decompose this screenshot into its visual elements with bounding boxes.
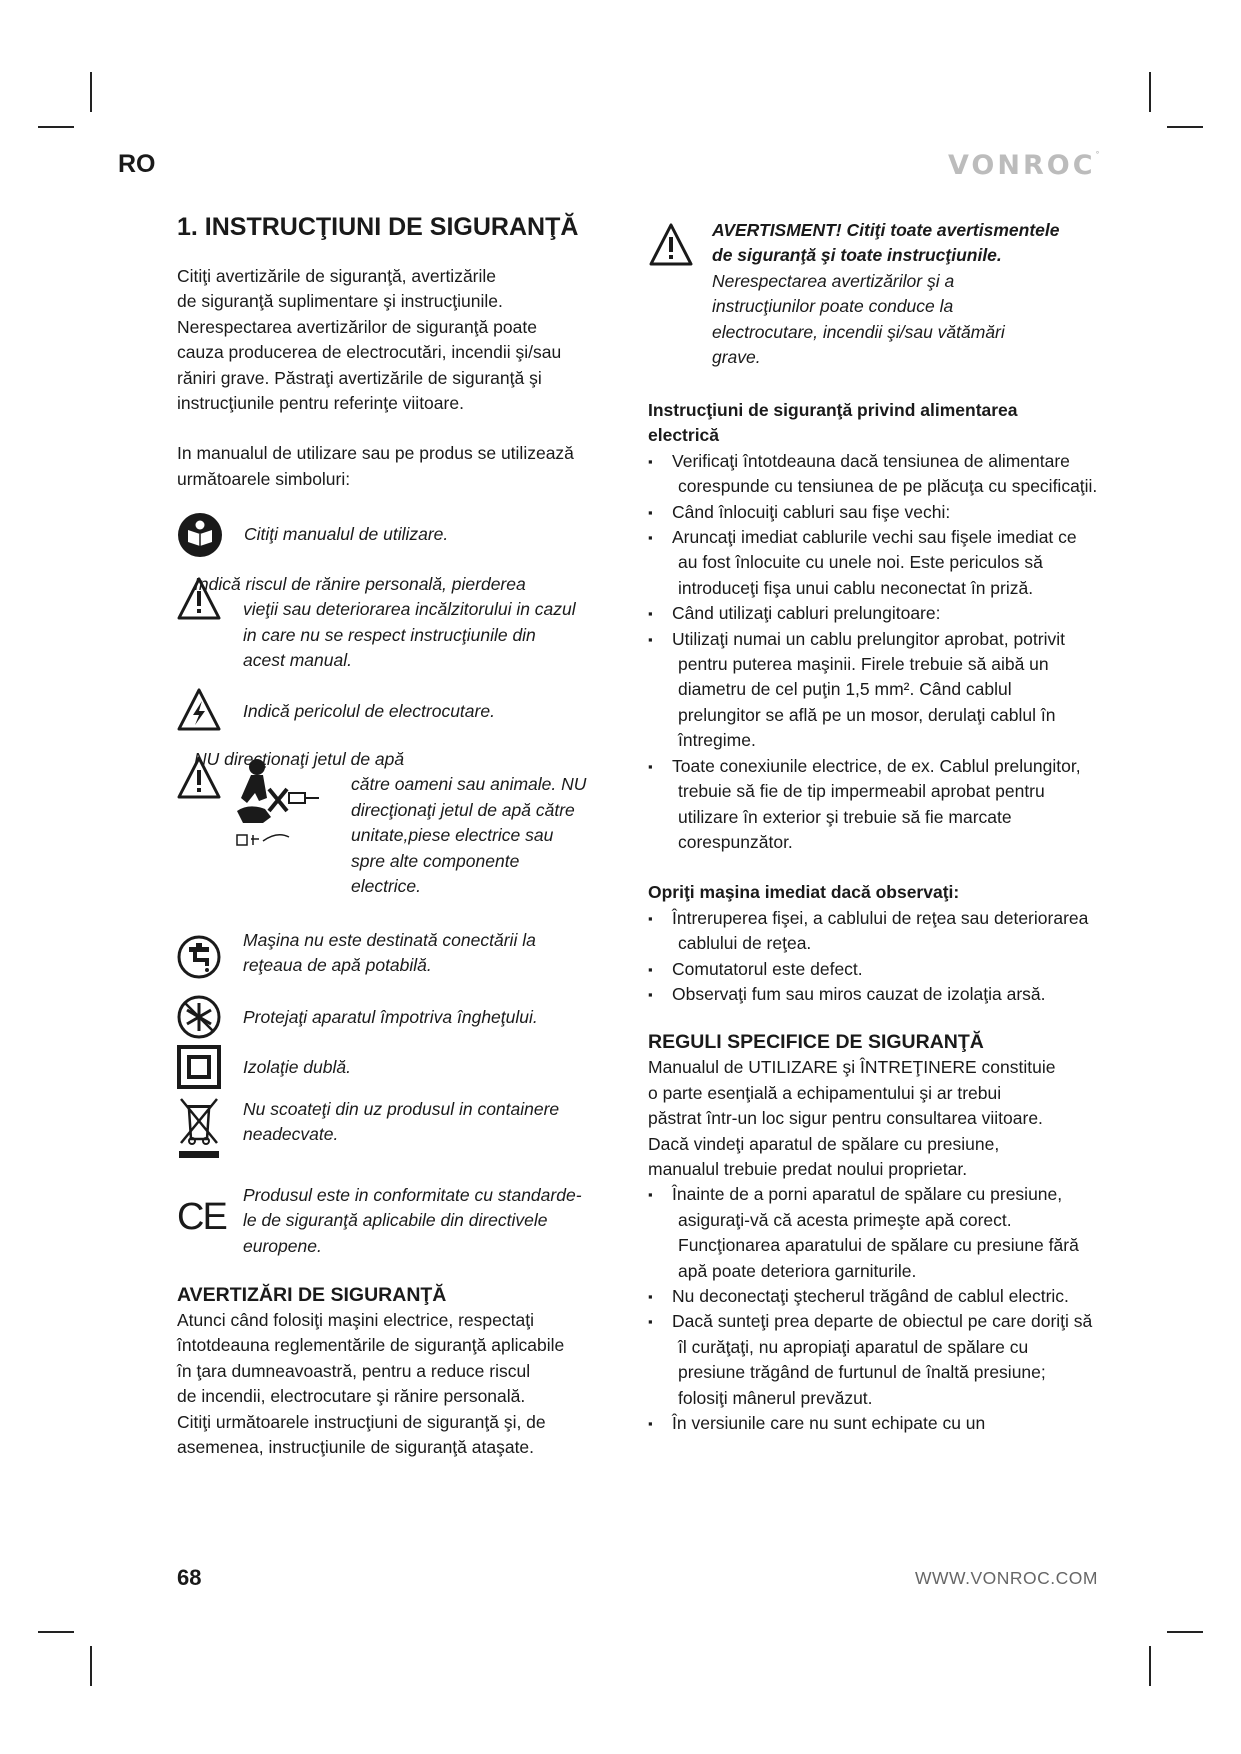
list-item: ▪ Nu deconectaţi ştecherul trăgând de cablul electric. — [648, 1284, 1098, 1309]
crop-mark — [38, 1631, 74, 1633]
safety-warnings-text: Atunci când folosiţi maşini electrice, respectaţi întotdeauna reglementările de siguranţă aplicabile în ţara dumneavoastră, pentru a reduce riscul de incendii, electrocutare şi rănire personală. Citiţi următoarele instrucţiuni de siguranţă şi, de asemenea, instrucţiunile de siguranţă ataşate. — [177, 1310, 565, 1458]
ce-mark-icon: CE — [177, 1196, 226, 1238]
website-url: WWW.VONROC.COM — [915, 1568, 1098, 1588]
crop-mark — [90, 72, 92, 112]
crop-mark — [90, 1646, 92, 1686]
stop-machine-title: Opriţi maşina imediat dacă observaţi: — [648, 882, 960, 903]
symbol-text-water-jet: NU direcţionaţi jetul de apă către oameni sau animale. NU direcţionaţi jetul de apă către unitate,piese electrice sau spre alte componente electrice. — [194, 749, 587, 897]
warning-triangle-icon — [648, 222, 694, 268]
symbols-intro: In manualul de utilizare sau pe produs se utilizează următoarele simboluri: — [177, 443, 574, 489]
symbol-text-manual: Citiţi manualul de utilizare. — [244, 524, 449, 544]
right-column — [648, 398, 1098, 1436]
weee-bin-icon — [177, 1097, 221, 1159]
stop-machine-list — [648, 906, 1098, 1008]
list-item: ▪ Comutatorul este defect. — [648, 957, 1098, 982]
crop-mark — [38, 126, 74, 128]
crop-mark — [1167, 126, 1203, 128]
specific-rules-text: Manualul de UTILIZARE şi ÎNTREŢINERE constituie o parte esenţială a echipamentului şi ar trebui păstrat într-un loc sigur pentru consultarea viitoare. Dacă vindeţi aparatul de spălare cu presiune, manualul trebuie predat noului proprietar. — [648, 1057, 1056, 1179]
warning-text: Nerespectarea avertizărilor şi a instrucţiunilor poate conduce la electrocutare, incendii şi/sau vătămări grave. — [712, 270, 1005, 368]
list-item: ▪ Înainte de a porni aparatul de spălare cu presiune, asiguraţi-vă că acesta primeşte apă corect. Funcţionarea aparatului de spălare cu presiune fără apă poate deteriora garniturile. — [648, 1182, 1098, 1284]
intro-paragraph: Citiţi avertizările de siguranţă, avertizările de siguranţă suplimentare şi instrucţiunile. Nerespectarea avertizărilor de siguranţă poate cauza producerea de electrocutări, incendii şi/sau răniri grave. Păstraţi avertizările de siguranţă şi instrucţiunile pentru referinţe viitoare. — [177, 266, 562, 414]
crop-mark — [1149, 1646, 1151, 1686]
frost-protection-icon — [177, 995, 221, 1039]
specific-rules-list — [648, 1182, 1098, 1436]
warning-heading: AVERTISMENT! Citiţi toate avertismentele de siguranţă şi toate instrucţiunile. — [712, 220, 1060, 266]
section-title: 1. INSTRUCŢIUNI DE SIGURANŢĂ — [177, 213, 579, 241]
list-item: ▪ Când utilizaţi cabluri prelungitoare: — [648, 601, 1098, 626]
symbol-text-electrocution: Indică pericolul de electrocutare. — [243, 701, 495, 721]
left-column — [177, 212, 627, 492]
symbol-text-ce: Produsul este in conformitate cu standarde- le de siguranţă aplicabile din directivele europene. — [243, 1185, 582, 1256]
symbol-text-disposal: Nu scoateţi din uz produsul in containere neadecvate. — [243, 1099, 560, 1145]
list-item: ▪ În versiunile care nu sunt echipate cu un — [648, 1411, 1098, 1436]
specific-rules-title: REGULI SPECIFICE DE SIGURANŢĂ — [648, 1031, 984, 1054]
brand-logo: VONROC° — [948, 150, 1100, 181]
electric-hazard-icon — [177, 687, 221, 733]
double-insulation-icon — [177, 1045, 221, 1089]
list-item: ▪ Verificaţi întotdeauna dacă tensiunea de alimentare corespunde cu tensiunea de pe plăcuţa cu specificaţii. — [648, 449, 1098, 500]
symbol-text-frost: Protejaţi aparatul împotriva îngheţului. — [243, 1007, 538, 1027]
crop-mark — [1167, 1631, 1203, 1633]
list-item: ▪ Dacă sunteţi prea departe de obiectul pe care doriţi să îl curăţaţi, nu apropiaţi aparatul de spălare cu presiune trăgând de furtunul de înaltă presiune; folosiţi mânerul prevăzut. — [648, 1309, 1098, 1411]
power-safety-title: Instrucţiuni de siguranţă privind alimentarea electrică — [648, 400, 1018, 446]
read-manual-icon — [177, 512, 223, 558]
list-item: ▪ Întreruperea fişei, a cablului de reţea sau deteriorarea cablului de reţea. — [648, 906, 1098, 957]
language-code: RO — [118, 150, 156, 178]
power-safety-list — [648, 449, 1098, 856]
symbol-text-double-insulation: Izolaţie dublă. — [243, 1057, 351, 1077]
list-item: ▪ Când înlocuiţi cabluri sau fişe vechi: — [648, 500, 1098, 525]
page-number: 68 — [177, 1565, 202, 1590]
list-item: ▪ Utilizaţi numai un cablu prelungitor aprobat, potrivit pentru puterea maşinii. Firele trebuie să aibă un diametru de cel puţin 1,5 mm². Când cablul prelungitor se află pe un mosor, derulaţi cablul în întregime. — [648, 627, 1098, 754]
crop-mark — [1149, 72, 1151, 112]
safety-warnings-title: AVERTIZĂRI DE SIGURANŢĂ — [177, 1284, 447, 1306]
list-item: ▪ Observaţi fum sau miros cauzat de izolaţia arsă. — [648, 982, 1098, 1007]
no-potable-water-icon — [177, 934, 221, 980]
list-item: ▪ Aruncaţi imediat cablurile vechi sau fişele imediat ce au fost înlocuite cu unele noi. Este periculos să introduceţi fişa unui cablu neconectat în priză. — [648, 525, 1098, 601]
list-item: ▪ Toate conexiunile electrice, de ex. Cablul prelungitor, trebuie să fie de tip impermeabil aprobat pentru utilizare în exterior şi trebuie să fie marcate corespunzător. — [648, 754, 1098, 856]
symbol-text-injury: Indică riscul de rănire personală, pierderea vieţii sau deteriorarea incălzitorului in cazul in care nu se respect instrucţiunile din acest manual. — [194, 574, 576, 671]
safety-warnings-section — [177, 1282, 627, 1460]
symbol-text-potable: Maşina nu este destinată conectării la reţeaua de apă potabilă. — [243, 930, 536, 976]
warning-block — [712, 218, 1092, 370]
